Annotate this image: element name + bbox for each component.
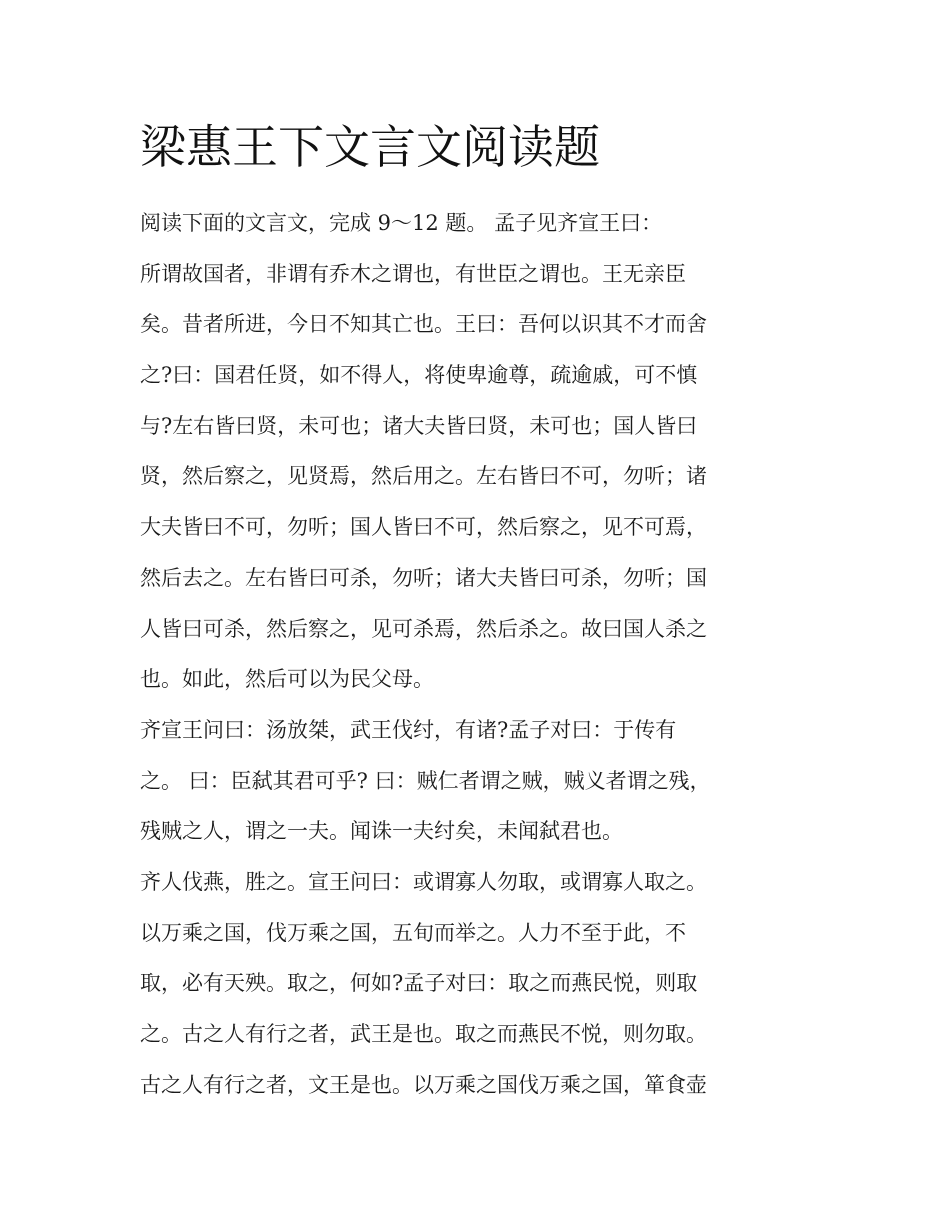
text-line: 人皆曰可杀，然后察之，见可杀焉，然后杀之。故曰国人杀之: [140, 616, 707, 641]
document-body: [140, 204, 830, 1116]
text-line: 之?曰：国君任贤，如不得人，将使卑逾尊，疏逾戚，可不慎: [140, 363, 698, 388]
text-line: 齐人伐燕，胜之。宣王问曰：或谓寡人勿取，或谓寡人取之。: [140, 869, 707, 894]
text-line: 所谓故国者，非谓有乔木之谓也，有世臣之谓也。王无亲臣: [140, 261, 686, 286]
text-line: 之。古之人有行之者，武王是也。取之而燕民不悦，则勿取。: [140, 1022, 707, 1046]
text-line: 然后去之。左右皆曰可杀，勿听；诸大夫皆曰可杀，勿听；国: [140, 565, 707, 590]
text-line: 贤，然后察之，见贤焉，然后用之。左右皆曰不可，勿听；诸: [140, 464, 707, 489]
text-line: 之。 曰：臣弑其君可乎? 曰：贼仁者谓之贼，贼义者谓之残，: [140, 768, 711, 793]
text-line: 古之人有行之者，文王是也。以万乘之国伐万乘之国，箪食壶: [140, 1072, 707, 1097]
text-line: 阅读下面的文言文，完成 9～12 题。 孟子见齐宣王曰：: [140, 211, 663, 235]
text-line: 取，必有天殃。取之，何如?孟子对曰：取之而燕民悦，则取: [140, 971, 698, 996]
text-line: 与?左右皆曰贤，未可也；诸大夫皆曰贤，未可也；国人皆曰: [140, 413, 698, 438]
text-line: 矣。昔者所进，今日不知其亡也。王曰：吾何以识其不才而舍: [140, 312, 707, 337]
text-line: 也。如此，然后可以为民父母。: [140, 667, 434, 692]
text-line: 齐宣王问曰：汤放桀，武王伐纣，有诸?孟子对曰：于传有: [140, 717, 677, 742]
document-title: 梁惠王下文言文阅读题: [140, 120, 600, 174]
text-line: 残贼之人，谓之一夫。闻诛一夫纣矣，未闻弑君也。: [140, 819, 623, 844]
text-line: 大夫皆曰不可，勿听；国人皆曰不可，然后察之，见不可焉，: [140, 515, 707, 540]
text-line: 以万乘之国，伐万乘之国，五旬而举之。人力不至于此，不: [140, 920, 686, 945]
